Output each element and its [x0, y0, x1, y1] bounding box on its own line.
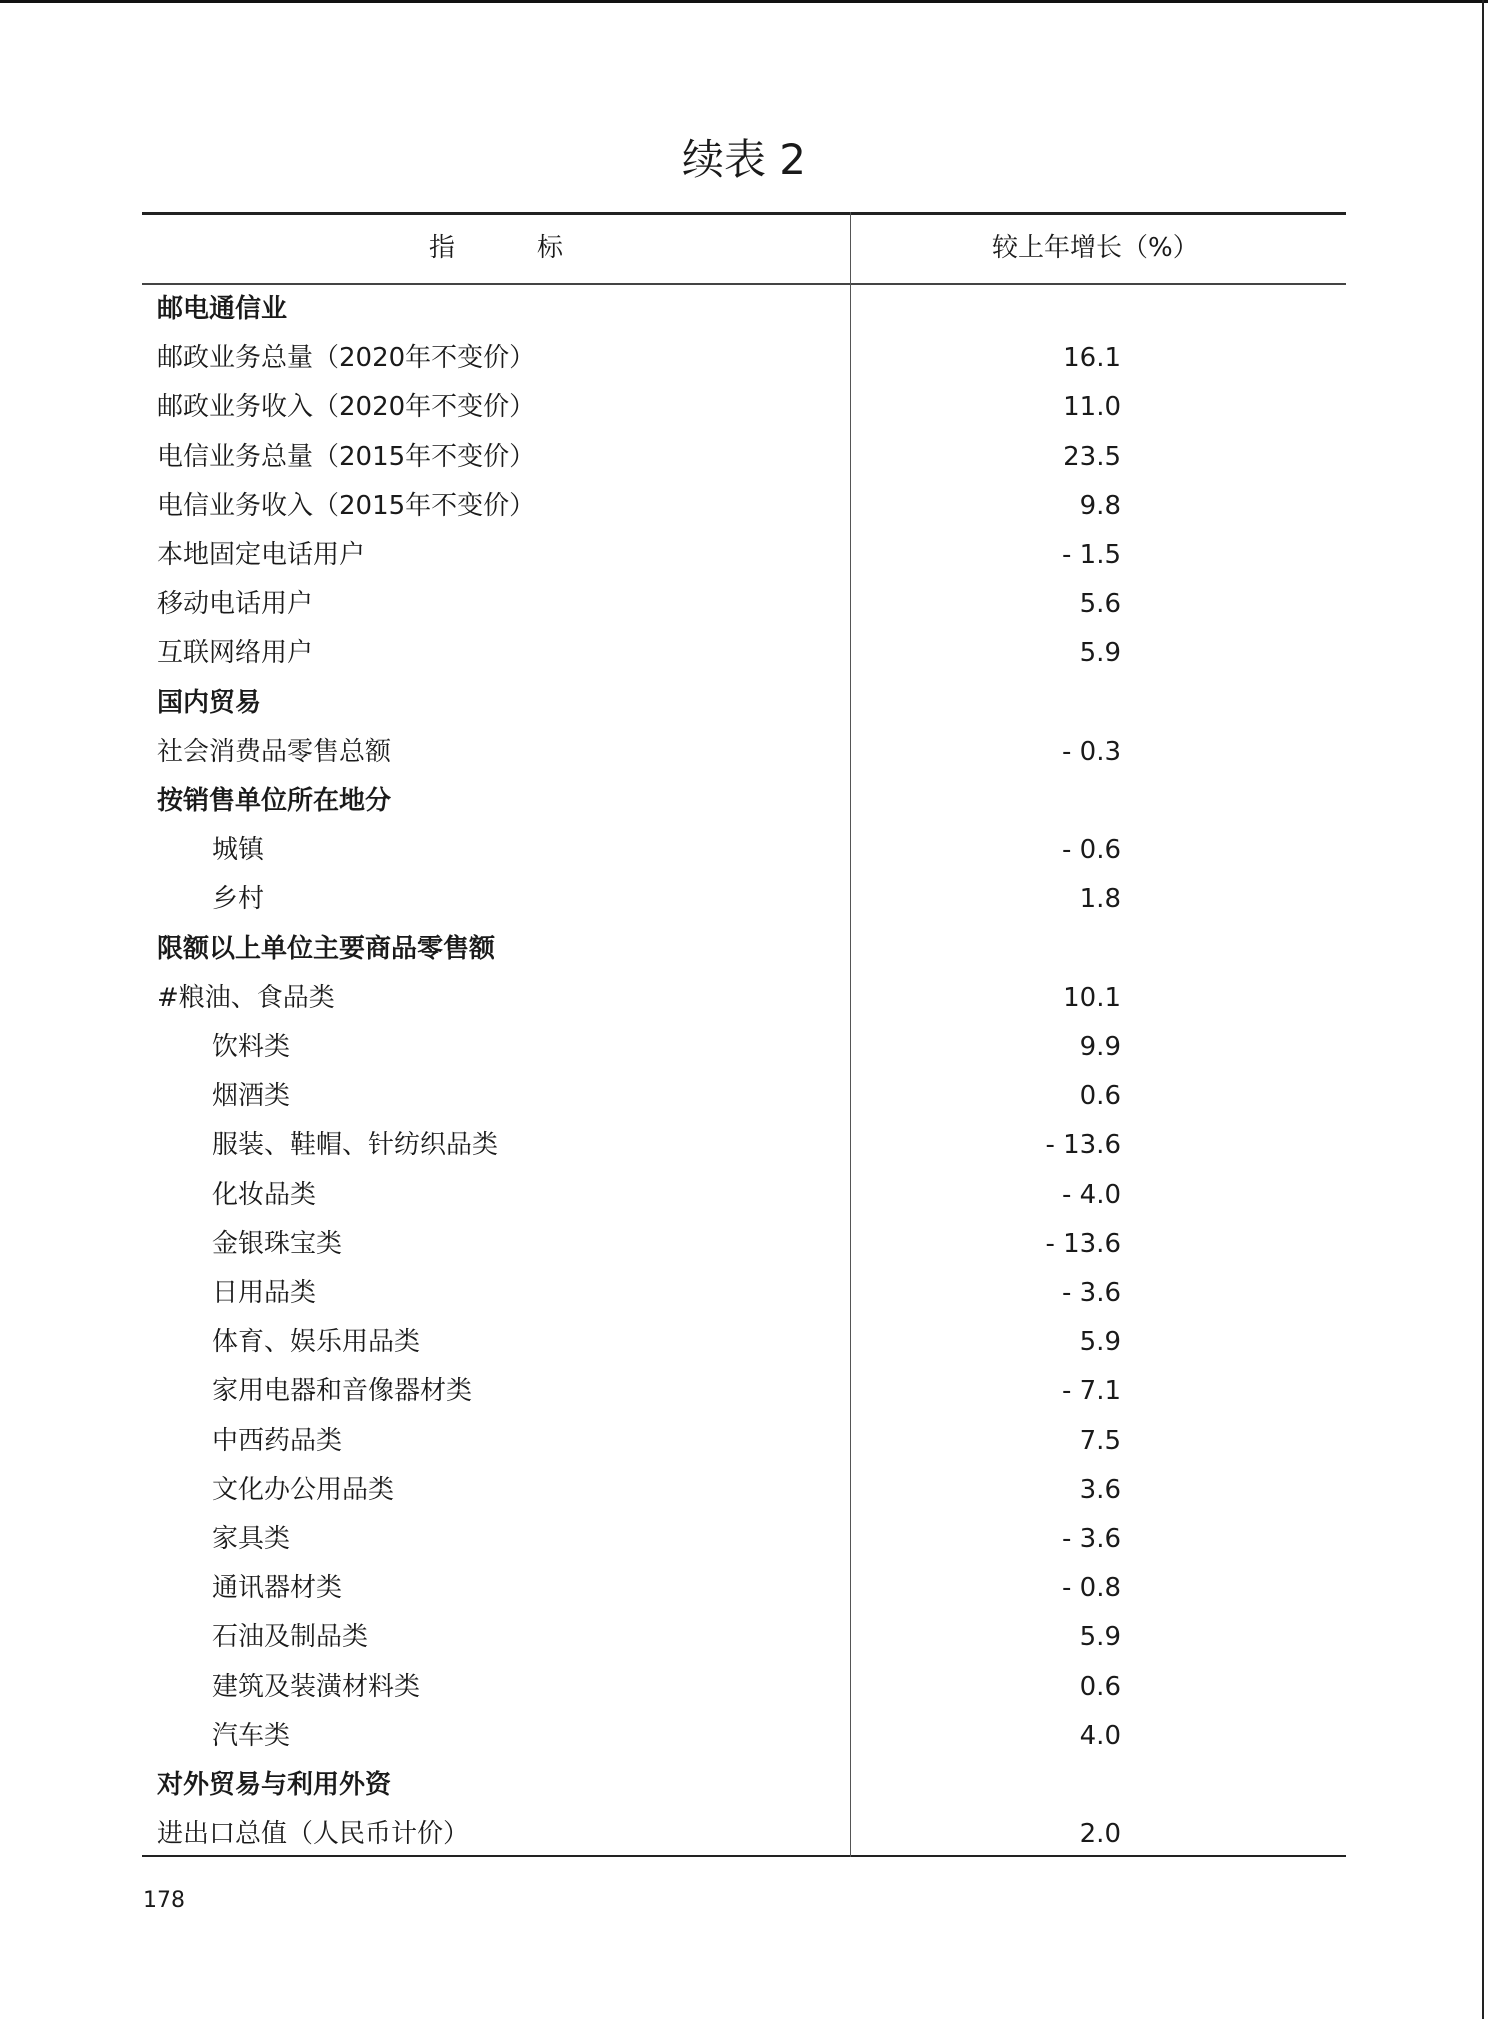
page-number: 178 [143, 1888, 185, 1913]
row-label: 互联网络用户 [157, 638, 314, 669]
row-value: 1.8 [1079, 884, 1121, 915]
table-row [142, 1810, 1346, 1859]
table-row [142, 826, 1346, 875]
row-label: 化妆品类 [212, 1179, 317, 1210]
row-value: 3.6 [1079, 1474, 1121, 1505]
row-value: - 3.6 [1062, 1524, 1121, 1554]
table-row [142, 1269, 1346, 1318]
row-label: 社会消费品零售总额 [157, 736, 392, 767]
row-value: - 13.6 [1045, 1228, 1121, 1259]
row-label: 文化办公用品类 [212, 1474, 395, 1505]
row-label: 汽车类 [212, 1720, 291, 1751]
table-row [142, 1466, 1346, 1515]
row-label: 通讯器材类 [212, 1573, 343, 1604]
table-row [142, 1171, 1346, 1220]
row-value: - 0.6 [1062, 835, 1121, 866]
row-value: 11.0 [1063, 392, 1121, 423]
table-section-row [142, 285, 1346, 334]
table-row [142, 1613, 1346, 1662]
row-value: - 3.6 [1062, 1278, 1121, 1308]
table-section-row [142, 925, 1346, 974]
row-label: 本地固定电话用户 [157, 540, 366, 570]
row-label: #粮油、食品类 [157, 982, 335, 1013]
row-label: 按销售单位所在地分 [157, 786, 392, 816]
page-right-border [1482, 0, 1484, 2019]
table-row [142, 1220, 1346, 1269]
row-label: 家具类 [212, 1524, 291, 1554]
row-value: 23.5 [1063, 441, 1121, 472]
row-value: 5.6 [1079, 589, 1121, 620]
row-value: - 0.3 [1062, 736, 1121, 767]
table-section-row [142, 777, 1346, 826]
table-row [142, 580, 1346, 629]
row-value: 5.9 [1079, 1622, 1121, 1653]
row-value: - 1.5 [1062, 540, 1121, 570]
row-label: 饮料类 [212, 1032, 291, 1062]
data-table [142, 212, 1346, 1857]
table-row [142, 433, 1346, 482]
row-value: 0.6 [1079, 1671, 1121, 1702]
table-top-rule [142, 212, 1346, 215]
table-row [142, 1663, 1346, 1712]
row-label: 对外贸易与利用外资 [157, 1770, 392, 1800]
row-label: 建筑及装潢材料类 [212, 1671, 421, 1702]
table-row [142, 875, 1346, 924]
row-label: 限额以上单位主要商品零售额 [157, 933, 496, 964]
row-label: 邮政业务收入（2020年不变价） [157, 392, 536, 423]
table-row [142, 1318, 1346, 1367]
table-row [142, 974, 1346, 1023]
row-label: 进出口总值（人民币计价） [157, 1819, 470, 1850]
row-label: 邮政业务总量（2020年不变价） [157, 343, 536, 374]
row-value: - 4.0 [1062, 1179, 1121, 1210]
table-row [142, 1121, 1346, 1170]
row-value: 10.1 [1063, 982, 1121, 1013]
header-growth: 较上年增长（%） [992, 233, 1199, 263]
row-label: 烟酒类 [212, 1081, 291, 1112]
row-value: 9.8 [1079, 490, 1121, 521]
row-label: 体育、娱乐用品类 [212, 1327, 421, 1358]
row-value: 5.9 [1079, 1327, 1121, 1358]
table-row [142, 1417, 1346, 1466]
row-value: 9.9 [1079, 1032, 1121, 1062]
table-section-row [142, 679, 1346, 728]
row-value: - 7.1 [1062, 1376, 1121, 1407]
row-label: 乡村 [212, 884, 265, 915]
row-label: 国内贸易 [157, 687, 262, 718]
table-row [142, 1023, 1346, 1072]
row-label: 石油及制品类 [212, 1622, 369, 1653]
row-label: 家用电器和音像器材类 [212, 1376, 473, 1407]
table-row [142, 629, 1346, 678]
row-label: 服装、鞋帽、针纺织品类 [212, 1130, 499, 1161]
table-section-row [142, 1761, 1346, 1810]
header-indicator-char1: 指 [429, 233, 456, 263]
table-row [142, 334, 1346, 383]
header-indicator-char2: 标 [537, 233, 564, 263]
row-value: 4.0 [1079, 1720, 1121, 1751]
row-value: - 13.6 [1045, 1130, 1121, 1161]
row-label: 城镇 [212, 835, 265, 866]
table-row [142, 1564, 1346, 1613]
table-title: 续表 2 [681, 135, 807, 184]
row-value: 7.5 [1079, 1425, 1121, 1456]
table-row [142, 728, 1346, 777]
table-row [142, 531, 1346, 580]
row-label: 电信业务收入（2015年不变价） [157, 490, 536, 521]
row-label: 邮电通信业 [157, 294, 288, 324]
row-value: 2.0 [1079, 1819, 1121, 1850]
table-row [142, 383, 1346, 432]
row-label: 日用品类 [212, 1278, 317, 1308]
table-row [142, 1515, 1346, 1564]
row-label: 中西药品类 [212, 1425, 343, 1456]
page-top-border [0, 0, 1488, 3]
row-label: 电信业务总量（2015年不变价） [157, 441, 536, 472]
row-value: 0.6 [1079, 1081, 1121, 1112]
row-value: - 0.8 [1062, 1573, 1121, 1604]
table-row [142, 482, 1346, 531]
row-value: 5.9 [1079, 638, 1121, 669]
table-row [142, 1072, 1346, 1121]
row-label: 金银珠宝类 [212, 1228, 343, 1259]
row-label: 移动电话用户 [157, 589, 314, 620]
table-row [142, 1367, 1346, 1416]
row-value: 16.1 [1063, 343, 1121, 374]
table-row [142, 1712, 1346, 1761]
